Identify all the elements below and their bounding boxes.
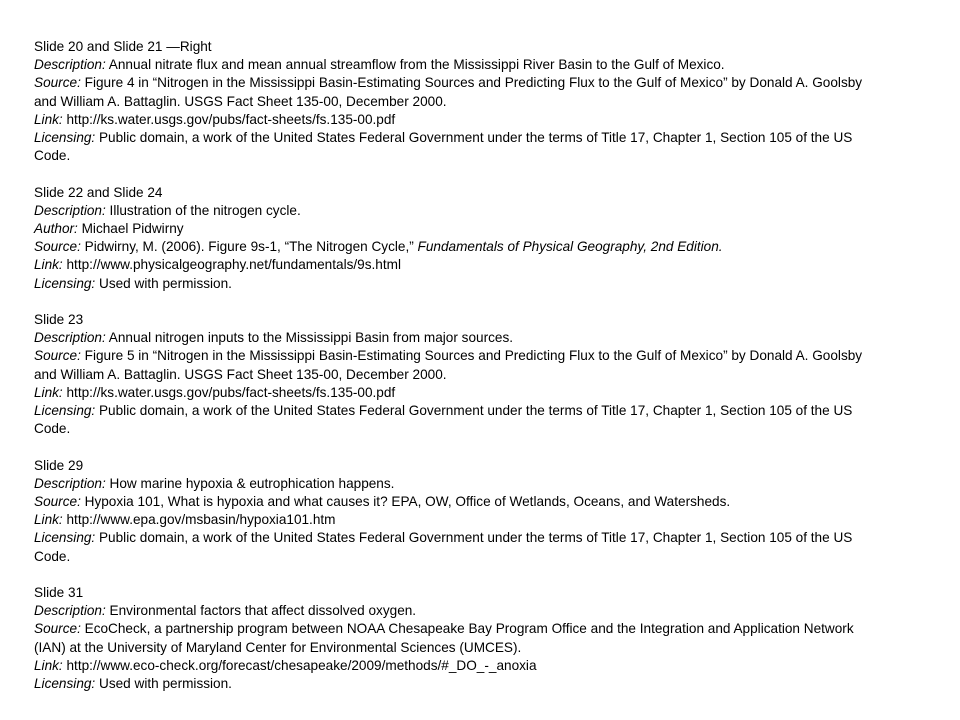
field-label: Licensing: [34,403,96,419]
field-value: EcoCheck, a partnership program between NOAA Chesapeake Bay Program Office and the Integration and Application Network (IAN) at the University of Maryland Center for Environmental Sciences (UMCES). [34,621,854,655]
credit-entry [34,457,874,566]
credit-line [34,238,874,256]
field-value: Hypoxia 101, What is hypoxia and what causes it? EPA, OW, Office of Wetlands, Oceans, and Watersheds. [80,494,731,510]
slide-heading: Slide 31 [34,585,84,601]
field-value: Pidwirny, M. (2006). Figure 9s-1, “The Nitrogen Cycle,” [80,239,414,255]
field-value: Used with permission. [95,676,232,692]
credit-line [34,74,874,110]
link-value: http://www.eco-check.org/forecast/chesapeake/2009/methods/#_DO_-_anoxia [62,657,537,673]
link-value: http://ks.water.usgs.gov/pubs/fact-sheets/fs.135-00.pdf [62,384,396,400]
link-value: http://www.epa.gov/msbasin/hypoxia101.htm [62,512,336,528]
credits-document [34,38,874,711]
field-value: Figure 4 in “Nitrogen in the Mississippi Basin-Estimating Sources and Predicting Flux to the Gulf of Mexico” by Donald A. Goolsby and William A. Battaglin. USGS Fact Sheet 135-00, December 2000. [34,75,863,109]
field-value: Michael Pidwirny [77,221,184,237]
slide-heading: Slide 29 [34,457,84,473]
field-label: Licensing: [34,130,96,146]
field-label: Source: [34,348,81,364]
credit-line [34,402,874,438]
field-label: Description: [34,603,106,619]
credit-line [34,529,874,565]
field-label: Description: [34,475,106,491]
credit-entry [34,584,874,693]
credit-line [34,329,874,347]
slide-heading: Slide 23 [34,312,84,328]
link-value: http://www.physicalgeography.net/fundamentals/9s.html [62,257,401,273]
field-label: Source: [34,621,81,637]
credit-line [34,202,874,220]
credit-entry [34,184,874,293]
credit-line [34,56,874,74]
field-label: Source: [34,494,81,510]
field-label: Author: [34,221,78,237]
field-label: Source: [34,239,81,255]
field-value: Annual nitrate flux and mean annual streamflow from the Mississippi River Basin to the Gulf of Mexico. [105,57,725,73]
slide-heading: Slide 22 and Slide 24 [34,184,163,200]
credit-entry [34,311,874,438]
credit-line [34,475,874,493]
credit-entry [34,38,874,165]
field-label: Link: [34,512,63,528]
field-label: Link: [34,657,63,673]
credit-line [34,275,874,293]
field-label: Licensing: [34,676,96,692]
field-label: Description: [34,57,106,73]
credit-line [34,657,874,675]
field-label: Link: [34,257,63,273]
field-label: Source: [34,75,81,91]
field-label: Link: [34,111,63,127]
field-label: Description: [34,330,106,346]
credit-line [34,347,874,383]
field-value: Public domain, a work of the United States Federal Government under the terms of Title 17, Chapter 1, Section 105 of the US Code. [34,130,853,164]
credit-line [34,220,874,238]
field-value: Illustration of the nitrogen cycle. [105,202,301,218]
link-value: http://ks.water.usgs.gov/pubs/fact-sheets/fs.135-00.pdf [62,111,396,127]
field-label: Description: [34,202,106,218]
field-value: How marine hypoxia & eutrophication happens. [105,475,395,491]
credit-line [34,111,874,129]
credit-line [34,384,874,402]
credit-line [34,493,874,511]
field-value: Used with permission. [95,275,232,291]
credit-line [34,256,874,274]
credit-line [34,675,874,693]
field-label: Link: [34,384,63,400]
credit-line [34,602,874,620]
field-value: Public domain, a work of the United States Federal Government under the terms of Title 17, Chapter 1, Section 105 of the US Code. [34,403,853,437]
field-value: Public domain, a work of the United States Federal Government under the terms of Title 17, Chapter 1, Section 105 of the US Code. [34,530,853,564]
credit-line [34,620,874,656]
slide-heading: Slide 20 and Slide 21 —Right [34,39,212,54]
credit-line [34,129,874,165]
book-title: Fundamentals of Physical Geography, 2nd Edition. [413,239,723,255]
field-value: Figure 5 in “Nitrogen in the Mississippi Basin-Estimating Sources and Predicting Flux to the Gulf of Mexico” by Donald A. Goolsby and William A. Battaglin. USGS Fact Sheet 135-00, December 2000. [34,348,863,382]
field-value: Annual nitrogen inputs to the Mississippi Basin from major sources. [105,330,514,346]
field-label: Licensing: [34,275,96,291]
credit-line [34,511,874,529]
field-label: Licensing: [34,530,96,546]
field-value: Environmental factors that affect dissolved oxygen. [105,603,417,619]
